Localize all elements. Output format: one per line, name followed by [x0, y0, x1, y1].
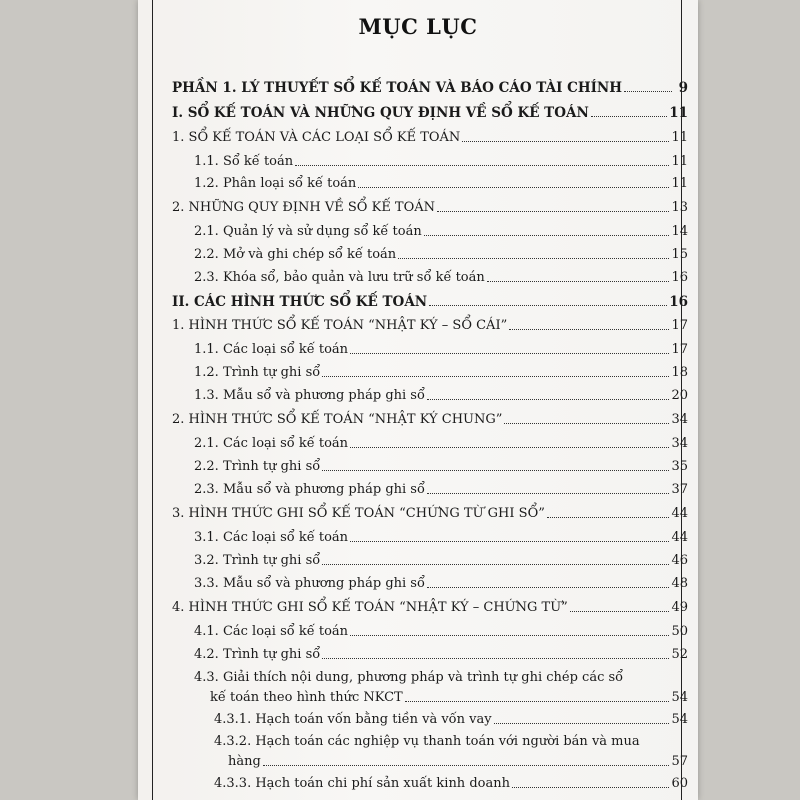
toc-entry: 3.2. Trình tự ghi sổ 46: [194, 553, 688, 568]
toc-entry: 2.2. Mở và ghi chép sổ kế toán 15: [194, 247, 688, 262]
toc-entry: 1. HÌNH THỨC SỔ KẾ TOÁN “NHẬT KÝ – SỔ CÁI” 17: [172, 318, 688, 333]
page-title: MỤC LỤC: [358, 14, 478, 39]
toc-entry: I. SỔ KẾ TOÁN VÀ NHỮNG QUY ĐỊNH VỀ SỔ KẾ TOÁN 11: [172, 105, 688, 121]
toc-entry: 2.1. Quản lý và sử dụng sổ kế toán 14: [194, 224, 688, 239]
toc-entry: 2. NHỮNG QUY ĐỊNH VỀ SỔ KẾ TOÁN 13: [172, 200, 688, 215]
toc-entry: 1.2. Phân loại sổ kế toán 11: [194, 176, 688, 191]
toc-entry: 3. HÌNH THỨC GHI SỔ KẾ TOÁN “CHỨNG TỪ GHI SỔ” 44: [172, 506, 688, 521]
toc-entry: hàng 57: [228, 754, 688, 769]
toc-entry: 4.1. Các loại sổ kế toán 50: [194, 624, 688, 639]
toc-entry-line1: 4.3.2. Hạch toán các nghiệp vụ thanh toán với người bán và mua: [214, 734, 640, 749]
toc-entry-line1: 4.3. Giải thích nội dung, phương pháp và trình tự ghi chép các sổ: [194, 670, 624, 685]
toc-entry: 4.3.1. Hạch toán vốn bằng tiền và vốn vay 54: [214, 712, 688, 727]
toc-entry: II. CÁC HÌNH THỨC SỔ KẾ TOÁN 16: [172, 294, 688, 310]
toc-entry: 3.1. Các loại sổ kế toán 44: [194, 530, 688, 545]
toc-entry: 4.2. Trình tự ghi sổ 52: [194, 647, 688, 662]
toc-entry: kế toán theo hình thức NKCT 54: [210, 690, 688, 705]
toc-entry: 2. HÌNH THỨC SỔ KẾ TOÁN “NHẬT KÝ CHUNG” 34: [172, 412, 688, 427]
toc-entry: 1.2. Trình tự ghi sổ 18: [194, 365, 688, 380]
toc-entry: 2.3. Mẫu sổ và phương pháp ghi sổ 37: [194, 482, 688, 497]
toc-entry: 1.1. Sổ kế toán 11: [194, 154, 688, 169]
toc-entry: PHẦN 1. LÝ THUYẾT SỔ KẾ TOÁN VÀ BÁO CÁO TÀI CHÍNH 9: [172, 80, 688, 96]
toc-entry: 3.3. Mẫu sổ và phương pháp ghi sổ 48: [194, 576, 688, 591]
toc-entry: 4. HÌNH THỨC GHI SỔ KẾ TOÁN “NHẬT KÝ – CHỨNG TỪ” 49: [172, 600, 688, 615]
toc-entry: 1.3. Mẫu sổ và phương pháp ghi sổ 20: [194, 388, 688, 403]
toc-entry: 1. SỔ KẾ TOÁN VÀ CÁC LOẠI SỔ KẾ TOÁN 11: [172, 130, 688, 145]
toc-entry: 2.1. Các loại sổ kế toán 34: [194, 436, 688, 451]
book-page: [138, 0, 698, 800]
toc-entry: 4.3.3. Hạch toán chi phí sản xuất kinh doanh 60: [214, 776, 688, 791]
toc-entry: 1.1. Các loại sổ kế toán 17: [194, 342, 688, 357]
toc-entry: 2.3. Khóa sổ, bảo quản và lưu trữ sổ kế toán 16: [194, 270, 688, 285]
toc-entry: 2.2. Trình tự ghi sổ 35: [194, 459, 688, 474]
table-of-contents: [138, 0, 698, 800]
